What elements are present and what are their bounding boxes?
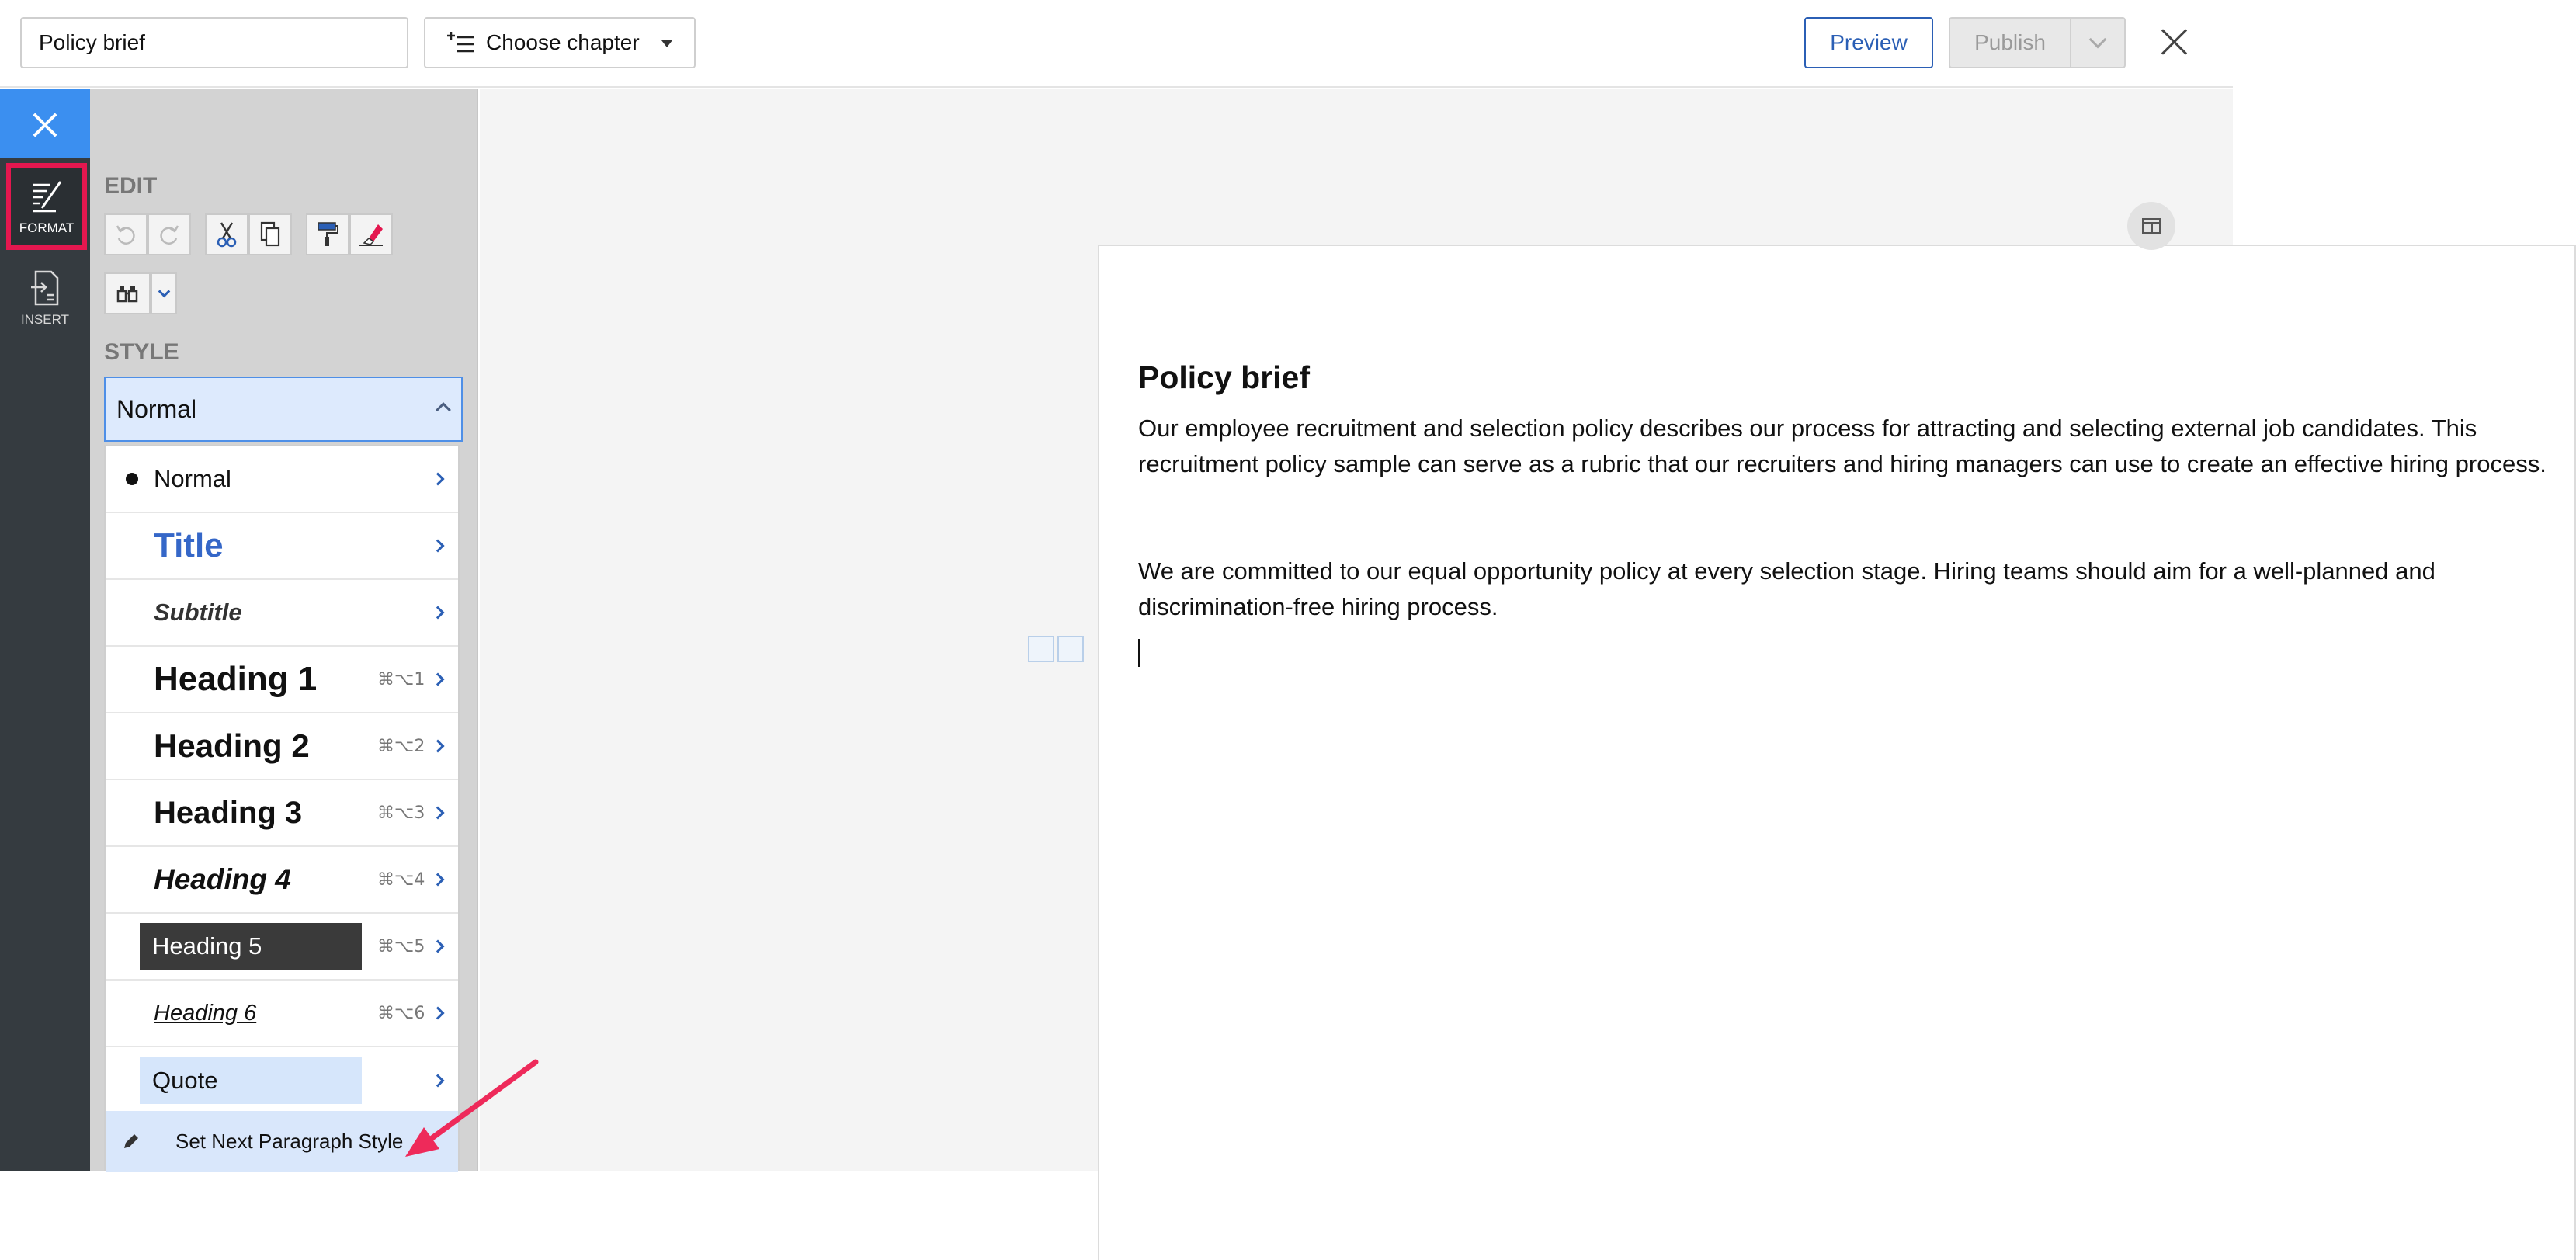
style-select[interactable] [104,377,463,442]
block-menu-icon[interactable] [1057,636,1084,662]
style-option-heading-2[interactable] [106,713,458,780]
chevron-right-icon [432,807,445,820]
style-option-label: Normal [154,465,231,492]
clear-format-button[interactable] [349,213,393,255]
layout-panel-icon [2141,217,2161,234]
choose-chapter-label: Choose chapter [486,30,640,54]
eraser-icon [358,221,384,248]
add-chapter-icon [446,31,475,54]
format-tab[interactable] [6,163,87,250]
chevron-right-icon [432,873,445,887]
chevron-right-icon [432,940,445,953]
format-panel [90,89,478,1171]
style-option-label: Heading 1 [154,660,318,698]
chevron-up-icon [436,402,451,418]
format-tab-label: FORMAT [19,220,75,235]
document-paragraph-1[interactable]: Our employee recruitment and selection policy describes our process for attracting and selecting external job candidates. This recruitment policy sample can serve as a rubric that our recruiters and hiring managers can use to create an effective hiring process. [1138,415,2546,477]
text-cursor [1138,639,1140,667]
style-shortcut: ⌘⌥1 [377,669,425,689]
style-shortcut: ⌘⌥2 [377,736,425,756]
annotation-arrow-icon [388,1048,543,1165]
style-shortcut: ⌘⌥3 [377,803,425,823]
style-option-heading-5[interactable] [106,914,458,981]
insert-icon [30,270,61,306]
document-paragraph-2[interactable]: We are committed to our equal opportunity policy at every selection stage. Hiring teams should aim for a well-planned and discrimination-free hiring process. [1138,557,2435,620]
style-option-label: Heading 6 [154,1000,257,1026]
style-option-label: Title [154,526,224,564]
chevron-down-icon [2089,31,2107,49]
preview-button[interactable]: Preview [1804,17,1933,68]
selected-style-value: Normal [116,394,197,423]
style-option-heading-4[interactable] [106,847,458,914]
undo-button[interactable] [104,213,148,255]
pencil-icon [121,1131,141,1151]
redo-icon [158,223,181,246]
style-shortcut: ⌘⌥4 [377,870,425,890]
copy-icon [259,221,282,248]
copy-button[interactable] [248,213,292,255]
paint-roller-icon [316,221,339,248]
undo-icon [114,223,137,246]
document-page[interactable] [1098,245,2576,1260]
style-option-title[interactable] [106,513,458,580]
style-shortcut: ⌘⌥6 [377,1003,425,1023]
insert-tab-label: INSERT [20,312,70,327]
scissors-icon [215,221,238,248]
left-rail [0,89,90,1171]
style-option-label: Heading 5 [152,932,262,960]
style-option-label: Heading 4 [154,863,291,895]
style-option-label: Quote [152,1067,218,1094]
chevron-right-icon [432,473,445,486]
caret-down-icon [661,40,672,47]
choose-chapter-button[interactable] [424,17,696,68]
format-pen-icon [30,177,64,214]
document-title[interactable]: Policy brief [1138,359,1311,395]
editor-canvas [480,89,2546,1171]
chevron-right-icon [432,606,445,620]
set-next-paragraph-style-label: Set Next Paragraph Style [175,1130,404,1153]
find-button[interactable] [104,272,151,314]
close-icon[interactable] [2158,26,2189,57]
style-section-label: STYLE [104,339,179,365]
chevron-down-icon [158,285,170,297]
style-option-label: Subtitle [154,599,242,626]
edit-section-label: EDIT [104,173,158,199]
add-block-icon[interactable] [1028,636,1054,662]
style-option-normal[interactable] [106,446,458,513]
chevron-right-icon [432,540,445,553]
chevron-right-icon [432,1007,445,1020]
style-option-heading-6[interactable] [106,981,458,1047]
layout-toggle-button[interactable] [2127,202,2175,250]
title-input[interactable] [20,17,408,68]
style-option-subtitle[interactable] [106,580,458,647]
style-option-label: Heading 2 [154,727,310,764]
format-painter-button[interactable] [306,213,349,255]
redo-button[interactable] [148,213,191,255]
paragraph-side-tools [1028,636,1084,662]
style-option-label: Heading 3 [154,795,303,830]
publish-options-button[interactable] [2070,17,2126,68]
cut-button[interactable] [205,213,248,255]
find-options-button[interactable] [151,272,177,314]
top-bar [0,0,2233,88]
style-option-heading-3[interactable] [106,780,458,847]
publish-button[interactable]: Publish [1949,17,2070,68]
style-shortcut: ⌘⌥5 [377,936,425,956]
chevron-right-icon [432,740,445,753]
close-panel-button[interactable] [0,89,90,158]
chevron-right-icon [432,673,445,686]
selected-bullet-icon [126,473,138,485]
binoculars-icon [116,283,139,304]
insert-tab[interactable] [0,256,90,342]
style-option-heading-1[interactable] [106,647,458,713]
